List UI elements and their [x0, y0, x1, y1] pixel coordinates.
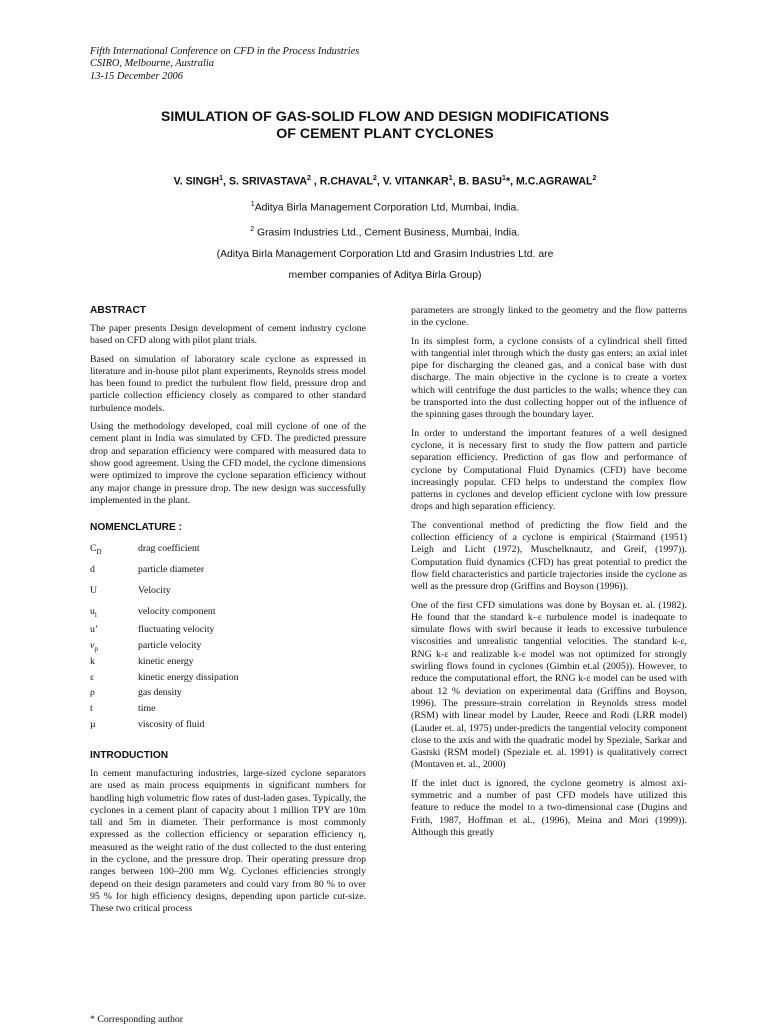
- nomenclature-row: [90, 603, 366, 624]
- author-affiliation-mark: 1: [502, 175, 506, 182]
- body-paragraph-3: The conventional method of predicting the flow field and the collection efficiency of a cyclone is empirical (Stairmand (1951) Leigh and Licht (1972), Muschelknautz, and Greif, (1997)). Computation fluid dynamics (CFD) has great potential to predict the flow field characteristics and particle trajectories inside the cyclone as well as the pressure drop (Griffins and Boyson (1996)).: [411, 519, 687, 593]
- conference-header: [90, 46, 359, 83]
- paper-title: [90, 109, 680, 143]
- affiliations: [90, 194, 680, 287]
- nomenclature-row: [90, 561, 366, 582]
- nomenclature-definition: viscosity of fluid: [138, 719, 205, 731]
- author-name: B. BASU: [458, 175, 503, 188]
- nomenclature-symbol: [90, 719, 138, 735]
- nomenclature-symbol: [90, 582, 138, 603]
- nomenclature-symbol: [90, 624, 138, 640]
- author-affiliation-mark: 1: [219, 175, 224, 182]
- corresponding-author-footnote: * Corresponding author: [90, 1014, 184, 1025]
- author-name: S. SRIVASTAVA: [228, 175, 308, 188]
- nomenclature-row: [90, 640, 366, 656]
- nomenclature-row: [90, 687, 366, 703]
- body-paragraph-1: In its simplest form, a cyclone consists of a cylindrical shell fitted with tangential inlet through which the dusty gas enters; an axial inlet pipe for discharging the cleaned gas, and a conical base with dust discharge. The main objective in the cyclone is to create a vortex which will centrifuge the dust particles to the walls; whence they can be transported into the dust collecting hopper out of the influence of the spinning gases through the boundary layer.: [411, 335, 687, 421]
- affiliation-2-text: Grasim Industries Ltd., Cement Business, Mumbai, India.: [254, 227, 520, 239]
- nomenclature-symbol: [90, 687, 138, 703]
- nomenclature-symbol-main: u’: [90, 623, 99, 635]
- title-line-1: SIMULATION OF GAS-SOLID FLOW AND DESIGN MODIFICATIONS: [160, 109, 610, 125]
- author-separator: ,: [223, 175, 229, 188]
- author-list: [90, 172, 680, 189]
- affiliation-1: [90, 194, 680, 219]
- nomenclature-definition: fluctuating velocity: [138, 623, 215, 635]
- author-separator: ,: [452, 175, 459, 188]
- nomenclature-definition: gas density: [138, 687, 182, 699]
- left-column: [90, 304, 366, 922]
- nomenclature-symbol: [90, 672, 138, 688]
- author-name: R.CHAVAL: [319, 175, 373, 188]
- body-paragraph-continued: parameters are strongly linked to the geometry and the flow patterns in the cyclone.: [411, 305, 687, 329]
- introduction-heading: INTRODUCTION: [90, 749, 169, 761]
- author-affiliation-mark: 2: [307, 175, 311, 182]
- conference-name: Fifth International Conference on CFD in the Process Industries: [90, 46, 360, 57]
- conference-location: CSIRO, Melbourne, Australia: [90, 58, 214, 70]
- nomenclature-symbol-main: v: [90, 639, 95, 651]
- nomenclature-symbol: [90, 703, 138, 719]
- affiliation-note-2: member companies of Aditya Birla Group): [288, 270, 482, 282]
- affiliation-1-text: Aditya Birla Management Corporation Ltd, Mumbai, India.: [254, 202, 520, 214]
- nomenclature-symbol-main: ρ: [90, 687, 95, 699]
- nomenclature-row: [90, 656, 366, 672]
- nomenclature-symbol-subscript: D: [96, 548, 102, 557]
- nomenclature-symbol-main: C: [90, 543, 97, 555]
- affiliation-note-1: (Aditya Birla Management Corporation Ltd and Grasim Industries Ltd. are: [216, 248, 554, 260]
- nomenclature-definition: time: [138, 703, 156, 715]
- author-separator: ,: [376, 175, 383, 188]
- nomenclature-symbol-subscript: p: [94, 644, 98, 653]
- conference-dates: 13-15 December 2006: [90, 70, 183, 82]
- nomenclature-symbol-main: u: [90, 606, 95, 618]
- nomenclature-symbol-main: t: [90, 703, 93, 715]
- author-separator: ,: [310, 175, 320, 188]
- abstract-paragraph-3: Using the methodology developed, coal mill cyclone of one of the cement plant in India was simulated by CFD. The predicted pressure drop and separation efficiency were compared with measured data to show good agreement. Using the CFD model, the cyclone dimensions were optimized to improve the cyclone separation efficiency without any major change in pressure drop. The new design was successfully implemented in the plant.: [90, 421, 366, 506]
- abstract-heading: ABSTRACT: [90, 305, 147, 316]
- nomenclature-symbol-main: U: [90, 585, 98, 597]
- nomenclature-definition: kinetic energy: [138, 655, 194, 667]
- nomenclature-definition: velocity component: [138, 606, 216, 618]
- abstract-paragraph-1: The paper presents Design development of cement industry cyclone based on CFD along with pilot plant trials.: [90, 323, 366, 347]
- nomenclature-symbol: [90, 540, 138, 561]
- nomenclature-symbol: [90, 656, 138, 672]
- author-affiliation-mark: 1: [448, 175, 453, 182]
- nomenclature-symbol-main: ε: [90, 671, 95, 683]
- affiliation-2: [90, 219, 680, 244]
- author-affiliation-mark: 2: [592, 175, 597, 182]
- nomenclature-row: [90, 540, 366, 561]
- affiliation-2-mark: 2: [250, 225, 255, 233]
- nomenclature-symbol-main: k: [90, 655, 95, 667]
- introduction-paragraph-1: In cement manufacturing industries, large-sized cyclone separators are used as main process equipments in significant numbers for handling high volumetric flow rates of dust-laden gases. Typically, the cyclones in a cement plant of capacity about 1 million TPY are 10m tall and 5m in diameter. Their performance is most commonly expressed as the collection efficiency or separation efficiency η, measured as the weight ratio of the dust collected to the dust entering in the cyclone, and the pressure drop. Their operating pressure drop ranges between 100–200 mm Wg. Cyclones efficiencies strongly depend on their design parameters and could vary from 80 % to over 95 % for high efficiency designs, depending upon particle cut-size. These two critical process: [90, 767, 366, 915]
- nomenclature-symbol: [90, 561, 138, 582]
- nomenclature-symbol: [90, 603, 138, 624]
- nomenclature-row: [90, 624, 366, 640]
- nomenclature-definition: Velocity: [138, 585, 171, 597]
- author-name: V. VITANKAR: [382, 175, 449, 188]
- nomenclature-definition: particle diameter: [138, 564, 205, 576]
- nomenclature-definition: kinetic energy dissipation: [138, 671, 239, 683]
- author-affiliation-mark: 2: [372, 175, 377, 182]
- affiliation-1-mark: 1: [250, 201, 255, 208]
- nomenclature-row: [90, 582, 366, 603]
- nomenclature-heading: NOMENCLATURE :: [90, 522, 183, 534]
- author-name: V. SINGH: [173, 175, 220, 188]
- title-line-2: OF CEMENT PLANT CYCLONES: [276, 126, 494, 142]
- nomenclature-row: [90, 672, 366, 688]
- abstract-paragraph-2: Based on simulation of laboratory scale cyclone as expressed in literature and in-house pilot plant experiments, Reynolds stress model has been found to predict the turbulent flow field, pressure drop and particle collection efficiency closely as compared to other standard turbulence models.: [90, 353, 366, 414]
- right-column: [411, 305, 687, 845]
- nomenclature-symbol-subscript: i: [94, 610, 97, 619]
- nomenclature-symbol: [90, 640, 138, 656]
- nomenclature-symbol-main: d: [90, 564, 95, 576]
- nomenclature-table: [90, 540, 366, 735]
- body-paragraph-4: One of the first CFD simulations was done by Boysan et. al. (1982). He found that the standard k–ε turbulence model is inadequate to simulate flows with swirl because it leads to excessive turbulence viscosities and unrealistic tangential velocities. The standard k-ε, RNG k-ε and realizable k-ε model was not optimized for strongly swirling flows found in cyclones (Gimbin et.al (2005)). However, to reduce the computational effort, the RNG k-ε model can be used with about 12 % deviation on experimental data (Griffins and Boyson, 1996). The pressure-strain correlation in Reynolds stress model (RSM) with linear model by Lauder, Reece and Rodi (LRR model) (Lauder et. al, 1975) under-predicts the tangential velocity component close to the axis and with the quadratic model by Speziale, Sarkar and Gastski (RSM model) (Speziale et. al. 1991) is qualitatively correct (Montaven et. al., 2000): [411, 599, 687, 771]
- nomenclature-row: [90, 719, 366, 735]
- author-separator: *,: [505, 175, 516, 188]
- author-name: M.C.AGRAWAL: [515, 175, 593, 188]
- nomenclature-definition: drag coefficient: [138, 543, 200, 555]
- body-paragraph-2: In order to understand the important features of a well designed cyclone, it is necessary first to study the flow pattern and particle separation efficiency. Prediction of gas flow and performance of cyclone by Computational Fluid Dynamics (CFD) have become increasingly popular. CFD helps to understand the complex flow patterns in cyclones and develop efficient cyclone with low pressure drops and high separation efficiency.: [411, 427, 687, 513]
- nomenclature-symbol-main: µ: [90, 719, 96, 731]
- nomenclature-definition: particle velocity: [138, 639, 202, 651]
- nomenclature-row: [90, 703, 366, 719]
- body-paragraph-5: If the inlet duct is ignored, the cyclone geometry is almost axi-symmetric and a number of past CFD models have utilized this feature to reduce the model to a two-dimensional case (Dugins and Frith, 1987, Hoffman et al., (1996), Meina and Mori (1999)). Although this greatly: [411, 777, 687, 838]
